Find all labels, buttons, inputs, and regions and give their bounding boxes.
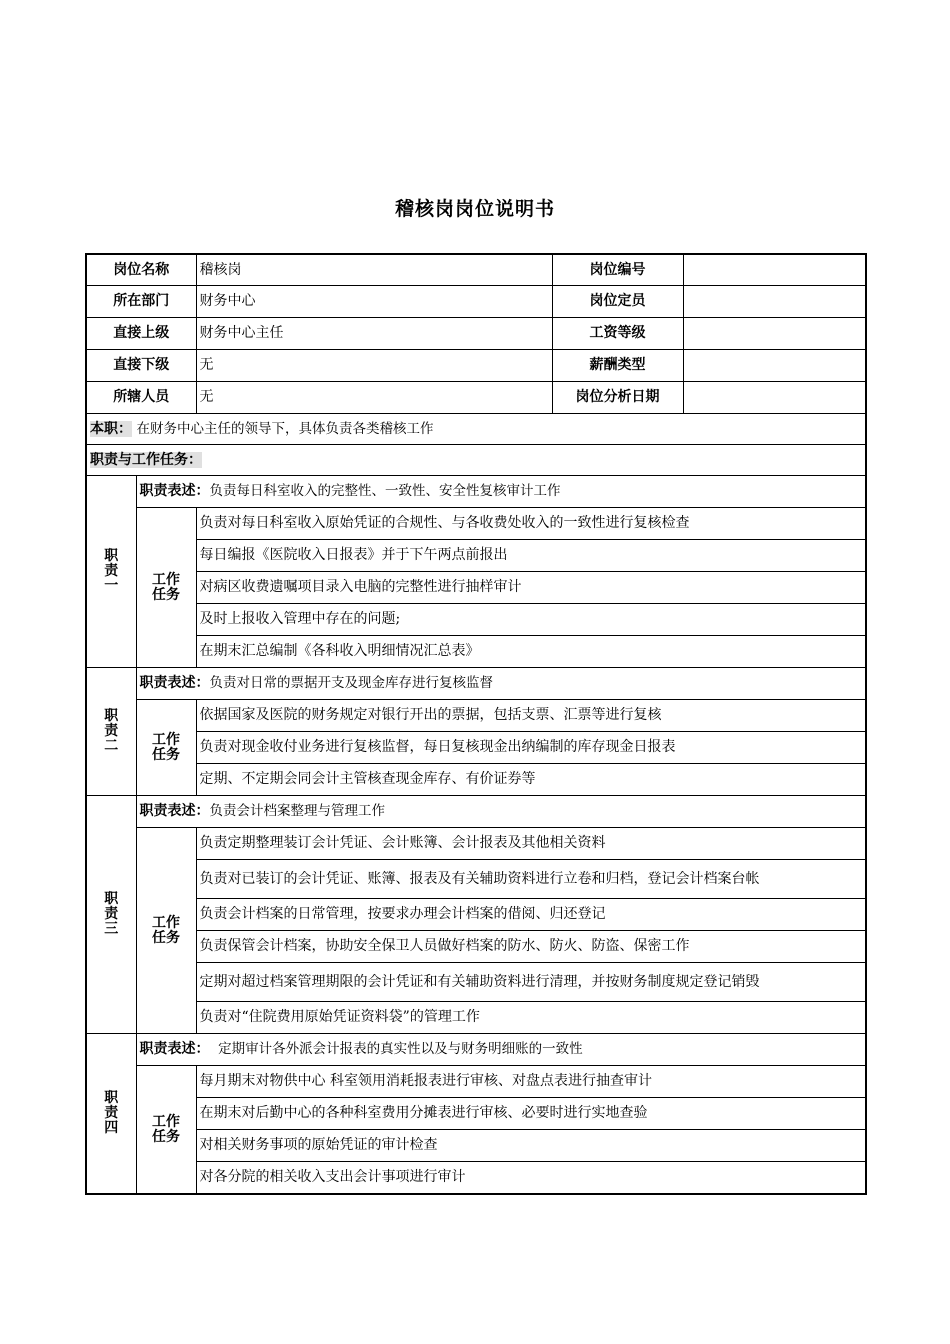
responsibility-name-char: 三 xyxy=(104,921,119,937)
field-label: 直接下级 xyxy=(86,350,196,382)
field-value xyxy=(683,286,866,318)
task-item: 负责对每日科室收入原始凭证的合规性、与各收费处收入的一致性进行复核检查 xyxy=(196,508,866,540)
task-label-line: 任务 xyxy=(152,929,180,946)
responsibility-desc-cell xyxy=(136,1034,866,1066)
duty-label: 本职： xyxy=(90,420,132,437)
desc-text: 负责会计档案整理与管理工作 xyxy=(209,803,385,819)
task-row xyxy=(86,1162,866,1195)
task-row xyxy=(86,700,866,732)
task-row xyxy=(86,508,866,540)
responsibility-name-char: 职 xyxy=(104,1090,119,1106)
task-item: 负责对“住院费用原始凭证资料袋”的管理工作 xyxy=(196,1002,866,1034)
task-item: 依据国家及医院的财务规定对银行开出的票据，包括支票、汇票等进行复核 xyxy=(196,700,866,732)
desc-label: 职责表述： xyxy=(139,675,210,691)
task-row xyxy=(86,1098,866,1130)
task-row xyxy=(86,732,866,764)
duty-cell xyxy=(86,414,866,445)
responsibility-name-char: 四 xyxy=(104,1120,119,1136)
task-label-line: 工作 xyxy=(152,914,180,931)
desc-label: 职责表述： xyxy=(139,1041,210,1057)
task-item: 对相关财务事项的原始凭证的审计检查 xyxy=(196,1130,866,1162)
task-label xyxy=(136,1066,196,1195)
task-item: 对各分院的相关收入支出会计事项进行审计 xyxy=(196,1162,866,1195)
task-row xyxy=(86,1066,866,1098)
job-description-table xyxy=(85,253,867,1195)
responsibility-name-char: 职 xyxy=(104,708,119,724)
task-label-line: 任务 xyxy=(152,586,180,603)
desc-text: 定期审计各外派会计报表的真实性以及与财务明细账的一致性 xyxy=(209,1041,583,1057)
task-label xyxy=(136,700,196,796)
field-value xyxy=(683,254,866,286)
section-title: 职责与工作任务： xyxy=(90,451,202,468)
field-label: 所辖人员 xyxy=(86,382,196,414)
task-row xyxy=(86,931,866,963)
task-label-line: 工作 xyxy=(152,571,180,588)
responsibility-desc-cell xyxy=(136,796,866,828)
field-label: 岗位编号 xyxy=(552,254,683,286)
task-label-line: 任务 xyxy=(152,746,180,763)
field-value: 无 xyxy=(196,382,552,414)
section-title-row xyxy=(86,445,866,476)
task-row xyxy=(86,1002,866,1034)
responsibility-desc-row xyxy=(86,476,866,508)
field-label: 岗位分析日期 xyxy=(552,382,683,414)
task-label-line: 工作 xyxy=(152,1113,180,1130)
task-item: 及时上报收入管理中存在的问题; xyxy=(196,604,866,636)
responsibility-name xyxy=(86,796,136,1034)
responsibility-name-char: 责 xyxy=(104,906,119,922)
task-item: 每日编报《医院收入日报表》并于下午两点前报出 xyxy=(196,540,866,572)
field-label: 直接上级 xyxy=(86,318,196,350)
task-row xyxy=(86,828,866,860)
field-value: 财务中心 xyxy=(196,286,552,318)
field-label: 工资等级 xyxy=(552,318,683,350)
desc-text: 负责每日科室收入的完整性、一致性、安全性复核审计工作 xyxy=(209,483,561,499)
responsibility-name xyxy=(86,1034,136,1195)
field-value xyxy=(683,382,866,414)
task-item: 负责对已装订的会计凭证、账簿、报表及有关辅助资料进行立卷和归档，登记会计档案台帐 xyxy=(196,860,866,899)
field-value: 稽核岗 xyxy=(196,254,552,286)
field-label: 岗位定员 xyxy=(552,286,683,318)
responsibility-name-char: 责 xyxy=(104,563,119,579)
task-item: 定期、不定期会同会计主管核查现金库存、有价证券等 xyxy=(196,764,866,796)
responsibility-name-char: 职 xyxy=(104,548,119,564)
task-label-line: 任务 xyxy=(152,1128,180,1145)
responsibility-desc-cell xyxy=(136,668,866,700)
field-label: 薪酬类型 xyxy=(552,350,683,382)
desc-label: 职责表述： xyxy=(139,803,210,819)
task-row xyxy=(86,540,866,572)
responsibility-name xyxy=(86,668,136,796)
responsibility-name-char: 一 xyxy=(104,578,119,594)
desc-label: 职责表述： xyxy=(139,483,210,499)
task-item: 在期末对后勤中心的各种科室费用分摊表进行审核、必要时进行实地查验 xyxy=(196,1098,866,1130)
responsibility-desc-row xyxy=(86,1034,866,1066)
task-item: 每月期末对物供中心 科室领用消耗报表进行审核、对盘点表进行抽查审计 xyxy=(196,1066,866,1098)
task-label xyxy=(136,828,196,1034)
task-item: 负责保管会计档案，协助安全保卫人员做好档案的防水、防火、防盗、保密工作 xyxy=(196,931,866,963)
task-row xyxy=(86,1130,866,1162)
desc-text: 负责对日常的票据开支及现金库存进行复核监督 xyxy=(209,675,493,691)
responsibility-name-char: 二 xyxy=(104,738,119,754)
task-label xyxy=(136,508,196,668)
task-row xyxy=(86,899,866,931)
responsibility-name-char: 责 xyxy=(104,723,119,739)
task-item: 负责对现金收付业务进行复核监督，每日复核现金出纳编制的库存现金日报表 xyxy=(196,732,866,764)
task-label-line: 工作 xyxy=(152,731,180,748)
task-row xyxy=(86,963,866,1002)
responsibility-name xyxy=(86,476,136,668)
task-item: 定期对超过档案管理期限的会计凭证和有关辅助资料进行清理，并按财务制度规定登记销毁 xyxy=(196,963,866,1002)
duty-text: 在财务中心主任的领导下，具体负责各类稽核工作 xyxy=(136,420,434,437)
task-row xyxy=(86,764,866,796)
task-item: 负责定期整理装订会计凭证、会计账簿、会计报表及其他相关资料 xyxy=(196,828,866,860)
task-row xyxy=(86,860,866,899)
document-title: 稽核岗岗位说明书 xyxy=(394,198,555,220)
task-row xyxy=(86,604,866,636)
responsibility-desc-cell xyxy=(136,476,866,508)
responsibility-name-char: 职 xyxy=(104,891,119,907)
duty-row xyxy=(86,414,866,445)
basic-row xyxy=(86,254,866,286)
section-title-cell xyxy=(86,445,866,476)
task-row xyxy=(86,572,866,604)
basic-row xyxy=(86,318,866,350)
task-row xyxy=(86,636,866,668)
responsibility-desc-row xyxy=(86,796,866,828)
field-value xyxy=(683,318,866,350)
responsibility-desc-row xyxy=(86,668,866,700)
field-label: 所在部门 xyxy=(86,286,196,318)
basic-row xyxy=(86,350,866,382)
field-value xyxy=(683,350,866,382)
task-item: 对病区收费遗嘱项目录入电脑的完整性进行抽样审计 xyxy=(196,572,866,604)
basic-row xyxy=(86,286,866,318)
responsibility-name-char: 责 xyxy=(104,1105,119,1121)
task-item: 负责会计档案的日常管理，按要求办理会计档案的借阅、归还登记 xyxy=(196,899,866,931)
field-value: 无 xyxy=(196,350,552,382)
task-item: 在期末汇总编制《各科收入明细情况汇总表》 xyxy=(196,636,866,668)
field-label: 岗位名称 xyxy=(86,254,196,286)
responsibilities xyxy=(86,476,866,1195)
field-value: 财务中心主任 xyxy=(196,318,552,350)
basic-row xyxy=(86,382,866,414)
